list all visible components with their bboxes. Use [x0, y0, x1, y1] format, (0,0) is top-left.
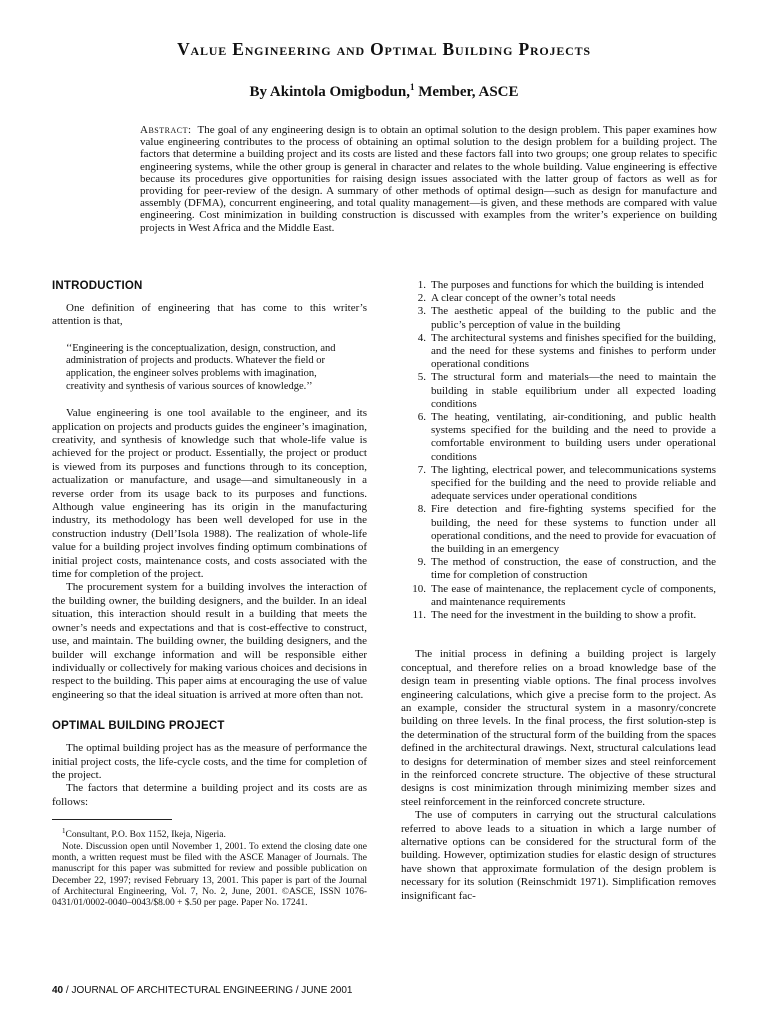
footnote-divider — [52, 819, 172, 820]
intro-paragraph-2: Value engineering is one tool available to the engineer, and its application on projects and products guides the engineer’s imagination, creativity, and synthesis of knowledge such that whole-life value is achieved for the project or product. Essentially, the project or product is viewed from its purposes and functions through to its conception, actualization or manufacture, and usage—and simultaneously in a reverse order from its usage back to its purposes and functions. Although value engineering has its origin in the manufacturing industry, its methodology has been well developed for use in the construction industry (Dell’Isola 1988). The realization of whole-life value for a building project involves finding optimum combinations of initial project costs, maintenance costs, and costs associated with the time for completion of the project. — [52, 407, 367, 581]
intro-paragraph-3: The procurement system for a building involves the interaction of the building owner, the building designers, and the builder. In an ideal situation, this interaction should result in a building that meets the owner’s needs and expectations and that is cost-effective to construct, use, and maintain. The building owner, the building designers, and the builder will exchange information and will be responsible either individually or collectively for making various choices and decisions in respect to the building. This paper aims at encouraging the use of value engineering so that the ideal situation is arrived at more often than not. — [52, 581, 367, 701]
block-quote: ‘‘Engineering is the conceptualization, design, construction, and administration of projects and products. Whatever the field or application, the engineer solves problems with imagination, creativity and synthesis of various sources of knowledge.’’ — [66, 342, 336, 392]
section-heading-optimal-building-project: OPTIMAL BUILDING PROJECT — [52, 720, 225, 733]
footnote-1 — [52, 826, 367, 841]
list-number: 7. — [417, 463, 426, 476]
list-text: The structural form and materials—the need to maintain the building in stable equilibrium under all expected loading conditions — [431, 371, 716, 410]
list-number: 9. — [417, 556, 426, 569]
optimal-paragraph-2: The factors that determine a building project and its costs are as follows: — [52, 782, 367, 808]
list-text: A clear concept of the owner’s total needs — [431, 292, 616, 305]
list-number: 6. — [417, 411, 426, 424]
list-number: 11. — [412, 609, 426, 622]
list-number: 2. — [417, 292, 426, 305]
right-column — [401, 279, 716, 903]
list-text: The method of construction, the ease of construction, and the time for completion of construction — [431, 556, 716, 582]
list-number: 5. — [417, 371, 426, 384]
process-paragraph-2: The use of computers in carrying out the structural calculations referred to above leads to a situation in which a large number of alternative options can be considered for the structural form of the building. However, optimization studies for elastic design of structures have shown that approximate formulation of the design problem is necessary for its solution (Reinschmidt 1971). Simplification removes insignificant fac- — [401, 809, 716, 902]
list-item — [401, 583, 716, 609]
footnote-note — [52, 842, 367, 910]
section-heading-introduction: INTRODUCTION — [52, 280, 143, 292]
journal-footer-text: / JOURNAL OF ARCHITECTURAL ENGINEERING / JUNE 2001 — [63, 985, 353, 996]
list-item — [401, 332, 716, 372]
factors-list — [401, 279, 716, 622]
paper-title: Value Engineering and Optimal Building Projects — [177, 39, 591, 59]
abstract — [140, 124, 717, 234]
author-footnote-marker: 1 — [409, 82, 415, 92]
footnote-text: Consultant, P.O. Box 1152, Ikeja, Nigeria. — [65, 830, 226, 841]
list-item — [401, 371, 716, 411]
list-item — [401, 556, 716, 582]
abstract-label: Abstract: — [140, 124, 192, 136]
list-text: The heating, ventilating, air-conditioning, and public health systems specified for the building and the need to provide a comfortable environment to building users under operational conditions — [431, 411, 716, 463]
list-number: 10. — [412, 582, 426, 595]
footnote-marker: 1 — [62, 827, 66, 836]
list-item — [401, 609, 716, 622]
footnotes — [52, 826, 367, 909]
optimal-paragraph-1: The optimal building project has as the measure of performance the initial project costs, the life-cycle costs, and the time for completion of the project. — [52, 742, 367, 781]
page-number: 40 — [52, 985, 64, 996]
left-column — [52, 276, 367, 909]
list-item — [401, 411, 716, 464]
list-item — [401, 305, 716, 331]
list-text: The need for the investment in the building to show a profit. — [431, 609, 697, 622]
list-item — [401, 279, 716, 292]
process-paragraph-1: The initial process in defining a building project is largely conceptual, and therefore relies on a broad knowledge base of the design team in presenting viable options. The final process involves engineering calculations, which give a precise form to the project. As an example, consider the structural system in a masonry/concrete building on three levels. In the final process, the first solution-step is the determination of the structural form of the building from the spaces defined in the architectural drawings. Next, structural calculations lead to designs for determination of member sizes and steel reinforcement in the reinforced concrete structure. The objective of these structural designs is cost minimization through minimizing member sizes and steel reinforcement in the reinforced concrete structure. — [401, 648, 716, 808]
list-text: The purposes and functions for which the building is intended — [431, 279, 704, 291]
author-byline — [52, 82, 716, 101]
list-item — [401, 503, 716, 556]
abstract-text: The goal of any engineering design is to obtain an optimal solution to the design problem. This paper examines how value engineering contributes to the process of obtaining an optimal solution to the design problem for a building project. The factors that determine a building project and its costs are listed and these factors fall into two groups; one group relates to specific engineering systems, while the other group is general in character and relates to the whole building. Value engineering is effective because its procedures give opportunities for raising design issues associated with the latter group of factors as well as for providing for peer-review of the design. A summary of other methods of optimal design—such as design for manufacture and assembly (DFMA), concurrent engineering, and total quality management—is given, and these methods are compared with value engineering. Cost minimization in building construction is discussed with examples from the writer’s experience on building projects in West Africa and the Middle East. — [140, 124, 717, 234]
list-text: The lighting, electrical power, and telecommunications systems specified for the building and the need to provide reliable and adequate services under operational conditions — [431, 463, 716, 503]
list-number: 3. — [417, 305, 426, 318]
footnote-text: Note. Discussion open until November 1, 2001. To extend the closing date one month, a written request must be filed with the ASCE Manager of Journals. The manuscript for this paper was submitted for review and possible publication on December 22, 1997; revised February 13, 2001. This paper is part of the Journal of Architectural Engineering, Vol. 7, No. 2, June, 2001. ©ASCE, ISSN 1076-0431/01/0002-0040–0043/$8.00 + $.50 per page. Paper No. 17241. — [52, 841, 367, 909]
list-text: The ease of maintenance, the replacement cycle of components, and maintenance requirements — [431, 582, 716, 608]
list-text: The architectural systems and finishes specified for the building, and the need for these systems and finishes to perform under operational conditions — [431, 331, 716, 371]
author-membership: Member, ASCE — [414, 84, 519, 100]
list-text: Fire detection and fire-fighting systems specified for the building, the need for these systems to function under all operational conditions, and the need to provide for evacuation of the building in an emergency — [431, 503, 716, 556]
intro-paragraph-1: One definition of engineering that has come to this writer’s attention is that, — [52, 302, 367, 328]
list-number: 4. — [417, 331, 426, 344]
list-item — [401, 292, 716, 305]
list-text: The aesthetic appeal of the building to the public and the public’s perception of value in the building — [431, 305, 716, 331]
page-footer — [52, 985, 352, 996]
author-name: By Akintola Omigbodun, — [249, 84, 410, 100]
list-number: 8. — [417, 503, 426, 516]
list-item — [401, 464, 716, 504]
list-number: 1. — [417, 279, 426, 291]
